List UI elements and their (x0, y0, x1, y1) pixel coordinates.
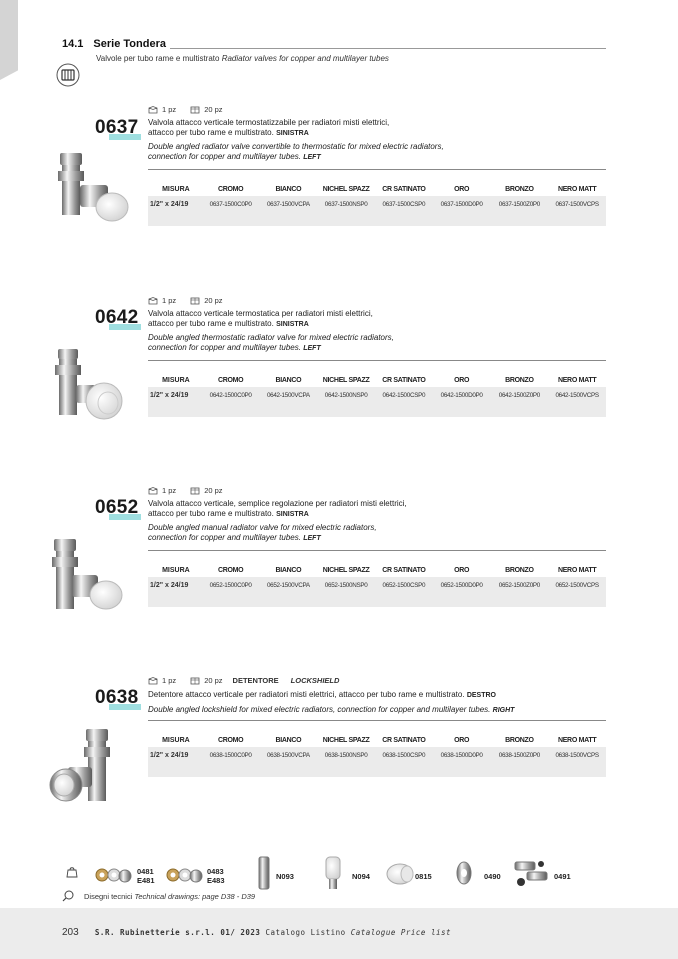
pack-info (148, 296, 223, 305)
col-bronzo: BRONZO (505, 185, 534, 193)
tech-label-it: Disegni tecnici (84, 891, 133, 901)
col-cr-satinato: CR SATINATO (382, 376, 426, 384)
cell-code: 0638-1500D0P0 (440, 751, 483, 759)
table-header (148, 373, 606, 387)
col-nero-matt: NERO MATT (557, 185, 597, 193)
table-header (148, 182, 606, 196)
product-description (148, 690, 608, 716)
desc-en-line1: Double angled thermostatic radiator valve for mixed electric radiators, (148, 333, 394, 342)
multi-box-icon (190, 677, 200, 685)
desc-it-line2: attacco per tubo rame e multistrato. (148, 128, 274, 137)
product-description (148, 499, 608, 544)
side-en: LEFT (303, 345, 321, 352)
col-oro: ORO (454, 566, 470, 574)
section-heading (62, 38, 166, 50)
cell-code: 0638-1500NSP0 (324, 751, 368, 759)
side-en: RIGHT (492, 707, 515, 714)
accessory-n093: N093 (276, 872, 294, 881)
side-it: SINISTRA (276, 130, 309, 137)
product-code-text: 0638 (95, 687, 139, 708)
col-oro: ORO (454, 376, 470, 384)
table-row (148, 747, 606, 763)
lockshield-0638-image (46, 725, 130, 807)
col-nero-matt: NERO MATT (557, 566, 597, 574)
tech-label-en: Technical drawings: page D38 - D39 (134, 891, 256, 901)
side-it: SINISTRA (276, 321, 309, 328)
company-name: S.R. Rubinetterie s.r.l. (94, 928, 216, 937)
cell-code: 0637-1500NSP0 (324, 200, 368, 208)
single-box-icon (148, 297, 158, 305)
single-box-icon (148, 677, 158, 685)
table-rule (148, 550, 606, 551)
subtitle-en: Radiator valves for copper and multilayer tubes (221, 54, 389, 63)
col-oro: ORO (454, 736, 470, 744)
desc-it-line1: Valvola attacco verticale termostatizzabile per radiatori misti elettrici, (148, 118, 390, 127)
product-code-text: 0637 (95, 117, 139, 138)
cell-size: 1/2" x 24/19 (150, 391, 189, 399)
shopping-bag-icon (66, 866, 78, 878)
col-nichel: NICHEL SPAZZ (322, 376, 370, 384)
col-bianco: BIANCO (275, 185, 302, 193)
cell-code: 0652-1500CSP0 (382, 581, 426, 589)
cell-code: 0637-1500VCPA (266, 200, 310, 208)
product-code-text: 0642 (95, 307, 139, 328)
col-misura: MISURA (162, 376, 190, 384)
valve-0642-image (50, 343, 130, 428)
product-code (95, 687, 138, 709)
multi-box-icon (190, 297, 200, 305)
accessory-0490: 0490 (484, 872, 501, 881)
table-rule (148, 169, 606, 170)
pack-multi: 20 pz (204, 296, 223, 305)
page-number: 203 (62, 927, 79, 938)
table-row (148, 577, 606, 593)
cell-size: 1/2" x 24/19 (150, 581, 189, 589)
cell-code: 0652-1500C0P0 (209, 581, 252, 589)
col-cr-satinato: CR SATINATO (382, 566, 426, 574)
desc-en-line2: connection for copper and multilayer tubes. (148, 533, 301, 542)
pack-multi: 20 pz (204, 486, 223, 495)
cell-size: 1/2" x 24/19 (150, 200, 189, 208)
price-table (148, 182, 606, 224)
product-description (148, 118, 608, 163)
price-table (148, 733, 606, 775)
col-cr-satinato: CR SATINATO (382, 736, 426, 744)
col-nichel: NICHEL SPAZZ (322, 185, 370, 193)
cell-code: 0642-1500VCPA (266, 391, 310, 399)
product-description (148, 309, 608, 354)
side-it: DESTRO (466, 692, 496, 699)
cell-code: 0652-1500Z0P0 (498, 581, 541, 589)
cell-code: 0652-1500NSP0 (324, 581, 368, 589)
cell-code: 0637-1500C0P0 (209, 200, 252, 208)
col-nichel: NICHEL SPAZZ (322, 736, 370, 744)
cell-code: 0637-1500CSP0 (382, 200, 426, 208)
head-0815-image (385, 862, 415, 886)
accessory-0491: 0491 (554, 872, 571, 881)
product-code (95, 117, 138, 139)
single-box-icon (148, 106, 158, 114)
page-corner-tab (0, 0, 18, 80)
accessory-code: 0481 (137, 867, 154, 876)
cell-code: 0638-1500Z0P0 (498, 751, 541, 759)
accessory-code: E481 (137, 876, 155, 885)
accessory-code: E483 (207, 876, 225, 885)
desc-en-line2: connection for copper and multilayer tubes. (148, 343, 301, 352)
fittings-0483-image (166, 866, 204, 884)
col-cromo: CROMO (217, 736, 244, 744)
section-title: Serie Tondera (93, 38, 166, 50)
edition: 01/ 2023 (220, 928, 261, 937)
accessory-0483 (207, 867, 225, 885)
desc-it-line1: Valvola attacco verticale, semplice regolazione per radiatori misti elettrici, (148, 499, 407, 508)
cell-code: 0642-1500CSP0 (382, 391, 426, 399)
side-en: LEFT (303, 535, 321, 542)
col-bianco: BIANCO (275, 736, 302, 744)
cell-code: 0637-1500VCPS (555, 200, 599, 208)
thermostatic-head-n094-image (323, 856, 343, 890)
table-rule (148, 360, 606, 361)
col-bronzo: BRONZO (505, 736, 534, 744)
desc-it-line1: Detentore attacco verticale per radiatori misti elettrici, attacco per tubo rame e multistrato. (148, 690, 465, 699)
col-nero-matt: NERO MATT (557, 376, 597, 384)
section-rule (170, 48, 606, 49)
fittings-0481-image (95, 866, 133, 884)
col-misura: MISURA (162, 566, 190, 574)
pack-single: 1 pz (162, 676, 177, 685)
col-bianco: BIANCO (275, 376, 302, 384)
rosette-0490-image (455, 860, 473, 886)
col-misura: MISURA (162, 736, 190, 744)
col-oro: ORO (454, 185, 470, 193)
cell-code: 0638-1500VCPS (555, 751, 599, 759)
cell-code: 0652-1500VCPS (555, 581, 599, 589)
cell-code: 0652-1500VCPA (266, 581, 310, 589)
cell-code: 0652-1500D0P0 (440, 581, 483, 589)
price-table (148, 563, 606, 605)
col-misura: MISURA (162, 185, 190, 193)
lockshield-label-it: DETENTORE (232, 676, 279, 685)
cell-code: 0642-1500C0P0 (209, 391, 252, 399)
kit-0491-image (513, 858, 551, 888)
col-cromo: CROMO (217, 185, 244, 193)
footer-text (62, 927, 451, 938)
multilayer-pipe-icon (56, 63, 80, 87)
pack-info (148, 486, 223, 495)
pack-info (148, 676, 339, 685)
accessory-code: 0483 (207, 867, 224, 876)
table-header (148, 733, 606, 747)
section-number: 14.1 (62, 38, 84, 50)
table-rule (148, 720, 606, 721)
magnifier-icon (62, 890, 74, 902)
pack-multi: 20 pz (204, 676, 223, 685)
accessory-n094: N094 (352, 872, 370, 881)
cell-code: 0642-1500Z0P0 (498, 391, 541, 399)
col-cromo: CROMO (217, 566, 244, 574)
col-nichel: NICHEL SPAZZ (322, 566, 370, 574)
col-cr-satinato: CR SATINATO (382, 185, 426, 193)
cell-size: 1/2" x 24/19 (150, 751, 189, 759)
desc-en-line1: Double angled manual radiator valve for mixed electric radiators, (148, 523, 377, 532)
desc-it-line2: attacco per tubo rame e multistrato. (148, 509, 274, 518)
side-en: LEFT (303, 154, 321, 161)
cell-code: 0638-1500CSP0 (382, 751, 426, 759)
desc-en-line1: Double angled radiator valve convertible to thermostatic for mixed electric radiators, (148, 142, 444, 151)
desc-en-line1: Double angled lockshield for mixed electric radiators, connection for copper and multilayer tubes. (148, 705, 491, 714)
subtitle-it: Valvole per tubo rame e multistrato (96, 54, 220, 63)
section-subtitle (96, 54, 389, 63)
cell-code: 0638-1500C0P0 (209, 751, 252, 759)
col-bianco: BIANCO (275, 566, 302, 574)
product-code (95, 497, 138, 519)
pack-single: 1 pz (162, 105, 177, 114)
side-it: SINISTRA (276, 511, 309, 518)
single-box-icon (148, 487, 158, 495)
valve-0652-image (46, 533, 130, 621)
cell-code: 0642-1500VCPS (555, 391, 599, 399)
desc-it-line1: Valvola attacco verticale termostatica per radiatori misti elettrici, (148, 309, 373, 318)
col-bronzo: BRONZO (505, 376, 534, 384)
adapter-n093-image (256, 856, 272, 890)
pack-multi: 20 pz (204, 105, 223, 114)
accessory-0481 (137, 867, 155, 885)
multi-box-icon (190, 487, 200, 495)
pack-single: 1 pz (162, 486, 177, 495)
table-row (148, 196, 606, 212)
accessory-0815: 0815 (415, 872, 432, 881)
pack-single: 1 pz (162, 296, 177, 305)
price-table (148, 373, 606, 415)
technical-drawings (62, 890, 255, 902)
cell-code: 0642-1500D0P0 (440, 391, 483, 399)
lockshield-label-en: LOCKSHIELD (290, 676, 340, 685)
col-nero-matt: NERO MATT (557, 736, 597, 744)
desc-en-line2: connection for copper and multilayer tubes. (148, 152, 301, 161)
desc-it-line2: attacco per tubo rame e multistrato. (148, 319, 274, 328)
col-bronzo: BRONZO (505, 566, 534, 574)
valve-0637-image (52, 145, 132, 240)
multi-box-icon (190, 106, 200, 114)
cell-code: 0637-1500Z0P0 (498, 200, 541, 208)
cell-code: 0638-1500VCPA (266, 751, 310, 759)
table-row (148, 387, 606, 403)
product-code (95, 307, 138, 329)
catalog-en: Catalogue Price list (350, 928, 452, 937)
table-header (148, 563, 606, 577)
pack-info (148, 105, 223, 114)
cell-code: 0637-1500D0P0 (440, 200, 483, 208)
col-cromo: CROMO (217, 376, 244, 384)
product-code-text: 0652 (95, 497, 139, 518)
catalog-it: Catalogo Listino (265, 928, 346, 937)
cell-code: 0642-1500NSP0 (324, 391, 368, 399)
